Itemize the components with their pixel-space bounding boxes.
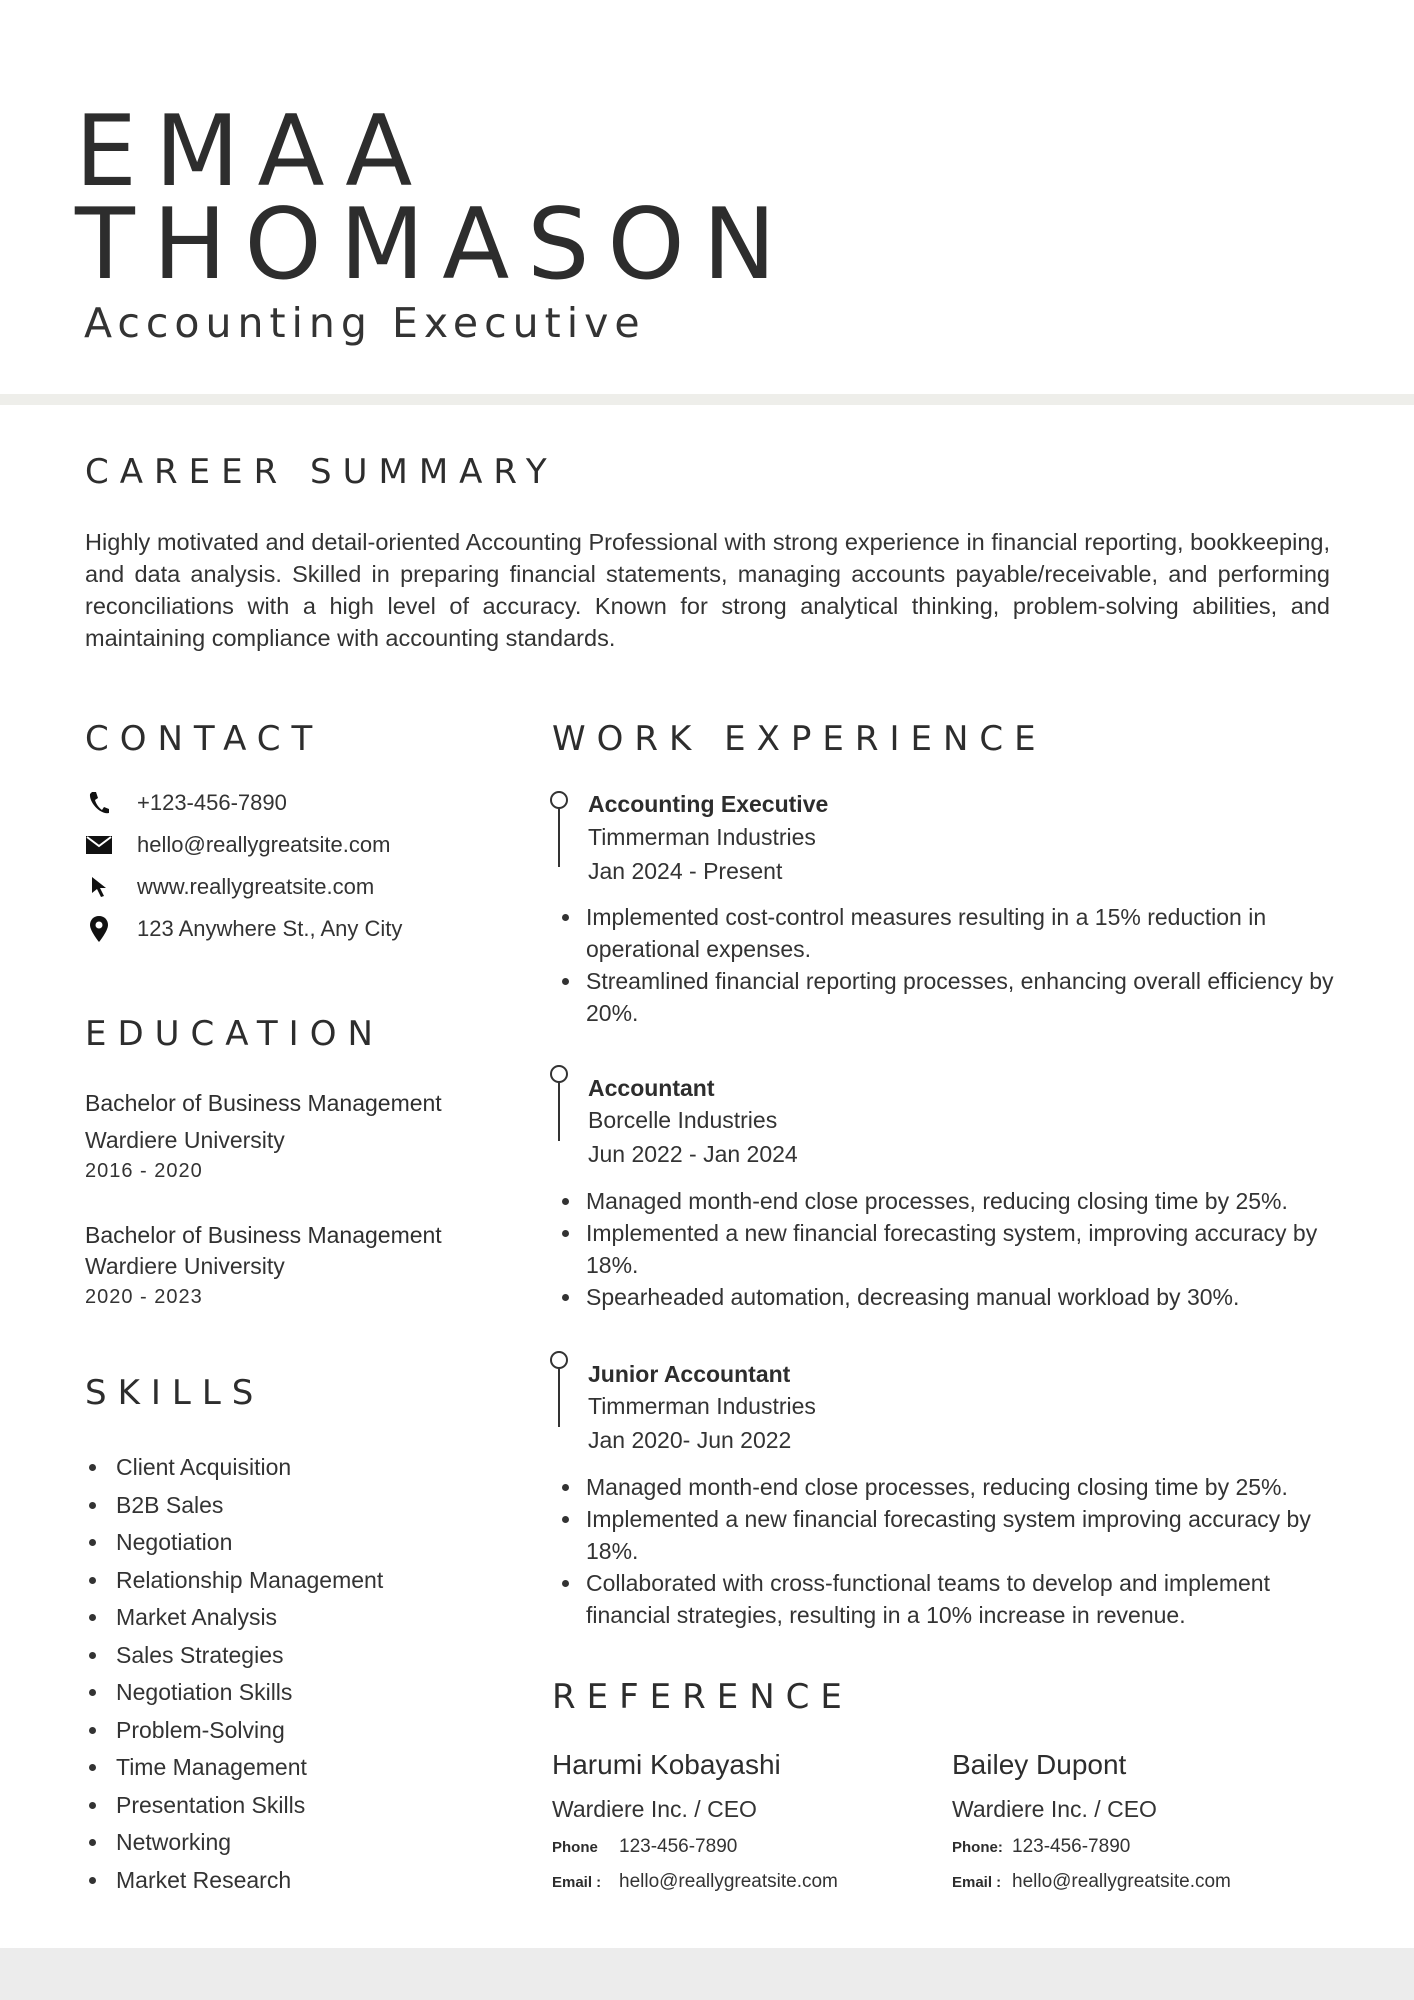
phone-icon (85, 789, 113, 817)
reference-phone-value: 123-456-7890 (1012, 1836, 1131, 1857)
skill-label: Relationship Management (116, 1566, 384, 1593)
job-bullet (558, 1503, 1348, 1567)
job-bullet (558, 1567, 1348, 1631)
skill-item (85, 1449, 505, 1487)
skill-label: Negotiation Skills (116, 1679, 293, 1706)
skill-item (85, 1637, 505, 1675)
contact-email (85, 824, 505, 866)
job-bullets (558, 1471, 1348, 1631)
education-school: Wardiere University (85, 1127, 285, 1153)
reference-item (952, 1748, 1332, 1895)
contact-address-value: 123 Anywhere St., Any City (137, 916, 403, 941)
bullet-icon (562, 978, 569, 985)
job-company: Timmerman Industries (588, 824, 816, 850)
skill-label: B2B Sales (116, 1491, 224, 1518)
skills-list (85, 1449, 505, 1899)
location-pin-icon (85, 915, 113, 943)
skill-item (85, 1862, 505, 1900)
job-bullet-text: Spearheaded automation, decreasing manual workload by 30%. (586, 1284, 1240, 1310)
job-bullet (558, 965, 1348, 1029)
bullet-icon (562, 914, 569, 921)
contact-website (85, 866, 505, 908)
job-bullet-text: Collaborated with cross-functional teams to develop and implement financial strategies, resulting in a 10% increase in revenue. (586, 1570, 1270, 1628)
education-degree: Bachelor of Business Management (85, 1222, 442, 1248)
job-title: Accounting Executive (588, 791, 829, 817)
contact-phone-value: +123-456-7890 (137, 790, 287, 815)
reference-heading: REFERENCE (552, 1677, 853, 1717)
job-bullet-text: Managed month-end close processes, reducing closing time by 25%. (586, 1474, 1288, 1500)
skill-item (85, 1787, 505, 1825)
summary-heading: CAREER SUMMARY (85, 452, 558, 492)
footer-band (0, 1948, 1414, 2000)
contact-email-value: hello@reallygreatsite.com (137, 832, 391, 857)
bullet-icon (562, 1198, 569, 1205)
contact-list (85, 782, 505, 950)
education-heading: EDUCATION (85, 1014, 384, 1054)
summary-text: Highly motivated and detail-oriented Accounting Professional with strong experience in financial reporting, bookkeeping, and data analysis. Skilled in preparing financial statements, managing accounts payable/receivable, and performing reconciliations with a high level of accuracy. Known for strong analytical thinking, problem-solving abilities, and maintaining compliance with accounting standards. (85, 529, 1330, 651)
education-years: 2020 - 2023 (85, 1286, 203, 1308)
skill-item (85, 1599, 505, 1637)
bullet-icon (562, 1484, 569, 1491)
job-bullets (558, 1185, 1348, 1313)
job-bullet (558, 1217, 1348, 1281)
work-heading: WORK EXPERIENCE (552, 719, 1047, 759)
bullet-icon (89, 1539, 96, 1546)
job-title: Accountant (588, 1075, 715, 1101)
reference-email (552, 1869, 932, 1895)
reference-phone-value: 123-456-7890 (619, 1836, 738, 1857)
header-divider (0, 394, 1414, 405)
skill-item (85, 1824, 505, 1862)
bullet-icon (89, 1502, 96, 1509)
bullet-icon (562, 1580, 569, 1587)
job-dates: Jun 2022 - Jan 2024 (588, 1141, 798, 1167)
bullet-icon (89, 1802, 96, 1809)
reference-phone-label: Phone: (952, 1838, 1003, 1856)
reference-item (552, 1748, 932, 1895)
skill-label: Market Analysis (116, 1604, 278, 1631)
skill-label: Negotiation (116, 1529, 233, 1556)
skill-item (85, 1674, 505, 1712)
skill-label: Problem-Solving (116, 1716, 285, 1743)
bullet-icon (89, 1877, 96, 1884)
skill-item (85, 1562, 505, 1600)
job-company: Timmerman Industries (588, 1393, 816, 1419)
bullet-icon (89, 1727, 96, 1734)
reference-phone-label: Phone (552, 1838, 598, 1856)
skill-label: Client Acquisition (116, 1454, 292, 1481)
timeline-line (558, 808, 560, 867)
skill-item (85, 1712, 505, 1750)
job-title: Junior Accountant (588, 1361, 791, 1387)
reference-org: Wardiere Inc. / CEO (952, 1796, 1157, 1822)
bullet-icon (89, 1764, 96, 1771)
education-years: 2016 - 2020 (85, 1160, 203, 1182)
education-item (85, 1220, 525, 1312)
name-first: EMAA (75, 95, 431, 209)
timeline-dot-icon (550, 791, 568, 809)
bullet-icon (562, 1516, 569, 1523)
reference-email-label: Email : (952, 1873, 1002, 1891)
education-degree: Bachelor of Business Management (85, 1090, 442, 1116)
bullet-icon (562, 1294, 569, 1301)
reference-name: Harumi Kobayashi (552, 1749, 781, 1780)
bullet-icon (562, 1230, 569, 1237)
job-dates: Jan 2020- Jun 2022 (588, 1427, 792, 1453)
reference-email-value: hello@reallygreatsite.com (619, 1871, 838, 1892)
bullet-icon (89, 1839, 96, 1846)
skill-label: Market Research (116, 1866, 292, 1893)
bullet-icon (89, 1652, 96, 1659)
email-icon (85, 831, 113, 859)
skill-label: Time Management (116, 1754, 307, 1781)
skills-heading: SKILLS (85, 1373, 265, 1413)
bullet-icon (89, 1689, 96, 1696)
timeline-dot-icon (550, 1351, 568, 1369)
bullet-icon (89, 1464, 96, 1471)
contact-heading: CONTACT (85, 719, 324, 759)
bullet-icon (89, 1614, 96, 1621)
job-bullet-text: Implemented cost-control measures resulting in a 15% reduction in operational expenses. (586, 904, 1267, 962)
skill-label: Networking (116, 1829, 232, 1856)
job-title: Accounting Executive (84, 299, 646, 347)
contact-address (85, 908, 505, 950)
reference-email-value: hello@reallygreatsite.com (1012, 1871, 1231, 1892)
reference-phone (552, 1834, 932, 1860)
timeline-line (558, 1082, 560, 1141)
job-company: Borcelle Industries (588, 1107, 778, 1133)
job-bullet (558, 1471, 1348, 1503)
cursor-icon (85, 873, 113, 901)
contact-phone (85, 782, 505, 824)
skill-item (85, 1487, 505, 1525)
reference-email-label: Email : (552, 1873, 602, 1891)
timeline-line (558, 1368, 560, 1427)
job-bullet (558, 1281, 1348, 1313)
education-item (85, 1088, 525, 1186)
skill-item (85, 1749, 505, 1787)
reference-email (952, 1869, 1332, 1895)
bullet-icon (89, 1577, 96, 1584)
job-bullet-text: Implemented a new financial forecasting system, improving accuracy by 18%. (586, 1220, 1318, 1278)
education-school: Wardiere University (85, 1253, 285, 1279)
contact-website-value: www.reallygreatsite.com (137, 874, 375, 899)
job-dates: Jan 2024 - Present (588, 858, 783, 884)
job-bullet (558, 1185, 1348, 1217)
job-bullet (558, 901, 1348, 965)
job-bullet-text: Implemented a new financial forecasting system improving accuracy by 18%. (586, 1506, 1311, 1564)
reference-name: Bailey Dupont (952, 1749, 1127, 1780)
job-bullet-text: Streamlined financial reporting processes, enhancing overall efficiency by 20%. (586, 968, 1334, 1026)
skill-item (85, 1524, 505, 1562)
job-bullets (558, 901, 1348, 1029)
timeline-dot-icon (550, 1065, 568, 1083)
reference-phone (952, 1834, 1332, 1860)
name-last: THOMASON (75, 188, 794, 302)
job-bullet-text: Managed month-end close processes, reducing closing time by 25%. (586, 1188, 1288, 1214)
reference-org: Wardiere Inc. / CEO (552, 1796, 757, 1822)
skill-label: Sales Strategies (116, 1641, 284, 1668)
skill-label: Presentation Skills (116, 1791, 306, 1818)
